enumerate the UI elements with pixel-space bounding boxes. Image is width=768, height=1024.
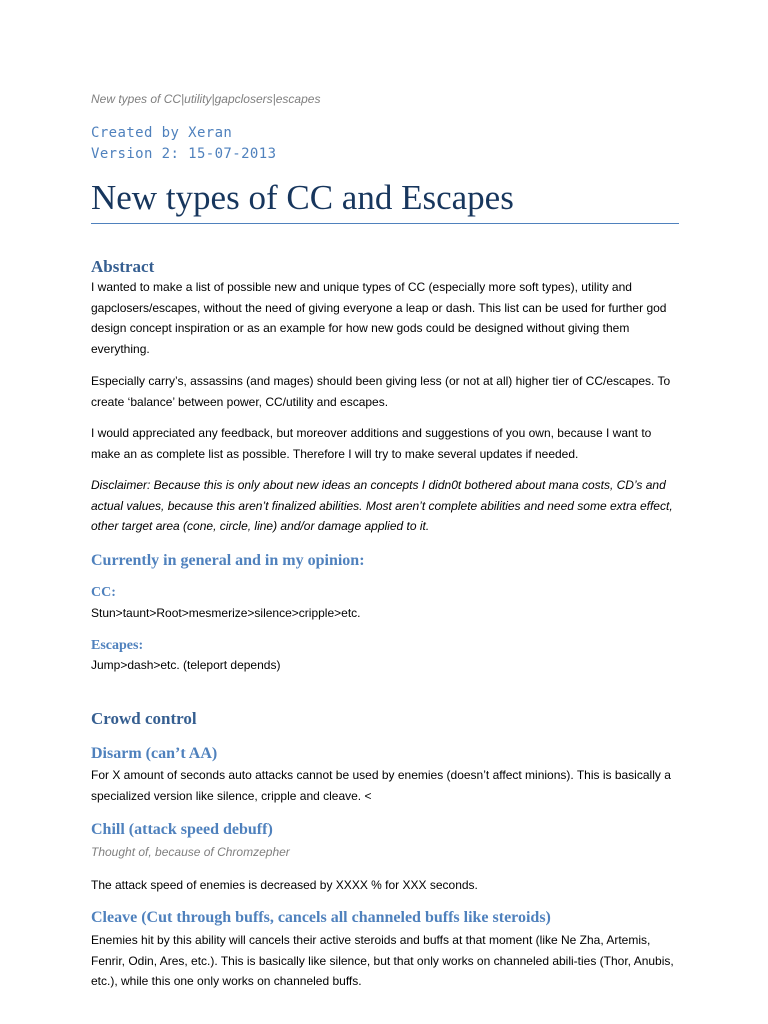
abstract-paragraph-2: Especially carry’s, assassins (and mages) should been giving less (or not at all) higher tier of CC/escapes. To create ‘balance’ between power, CC/utility and escapes. — [91, 374, 671, 409]
chill-description: The attack speed of enemies is decreased by XXXX % for XXX seconds. — [91, 878, 478, 892]
disarm-description: For X amount of seconds auto attacks cannot be used by enemies (doesn’t affect minions). This is basically a specialized version like silence, cripple and cleave. < — [91, 768, 671, 803]
abstract-paragraph-1: I wanted to make a list of possible new and unique types of CC (especially more soft types), utility and gapclosers/escapes, without the need of giving everyone a leap or dash. This list can be used for further god design concept inspiration or as an example for how new gods could be designed without giving them everything. — [91, 280, 667, 356]
abstract-heading: Abstract — [91, 257, 155, 276]
crowd-control-heading: Crowd control — [91, 709, 197, 728]
abstract-paragraph-3: I would appreciated any feedback, but moreover additions and suggestions of you own, because I want to make an as complete list as possible. Therefore I will try to make several updates if needed. — [91, 426, 652, 461]
author-line: Created by Xeran — [91, 125, 233, 141]
disclaimer-paragraph: Disclaimer: Because this is only about new ideas an concepts I didn0t bothered about mana costs, CD’s and actual values, because this aren’t finalized abilities. Most aren’t complete abilities and need some extra effect, other target area (cone, circle, line) and/or damage applied to it. — [91, 478, 673, 533]
disarm-heading: Disarm (can’t AA) — [91, 745, 218, 762]
chill-heading: Chill (attack speed debuff) — [91, 821, 273, 838]
document-title: New types of CC and Escapes — [91, 178, 679, 224]
cleave-heading: Cleave (Cut through buffs, cancels all channeled buffs like steroids) — [91, 909, 551, 926]
escapes-ranking: Jump>dash>etc. (teleport depends) — [91, 658, 281, 672]
version-line: Version 2: 15-07-2013 — [91, 146, 277, 162]
general-heading: Currently in general and in my opinion: — [91, 552, 365, 569]
chill-credit: Thought of, because of Chromzepher — [91, 845, 290, 859]
cc-ranking: Stun>taunt>Root>mesmerize>silence>cripple>etc. — [91, 606, 361, 620]
escapes-label: Escapes: — [91, 638, 144, 653]
page-header: New types of CC|utility|gapclosers|escapes — [91, 92, 321, 106]
cleave-description: Enemies hit by this ability will cancels their active steroids and buffs at that moment (like Ne Zha, Artemis, Fenrir, Odin, Ares, etc.). This is basically like silence, but that only works on channeled abili-ties (Thor, Anubis, etc.), while this one only works on channeled buffs. — [91, 933, 674, 988]
cc-label: CC: — [91, 585, 116, 600]
